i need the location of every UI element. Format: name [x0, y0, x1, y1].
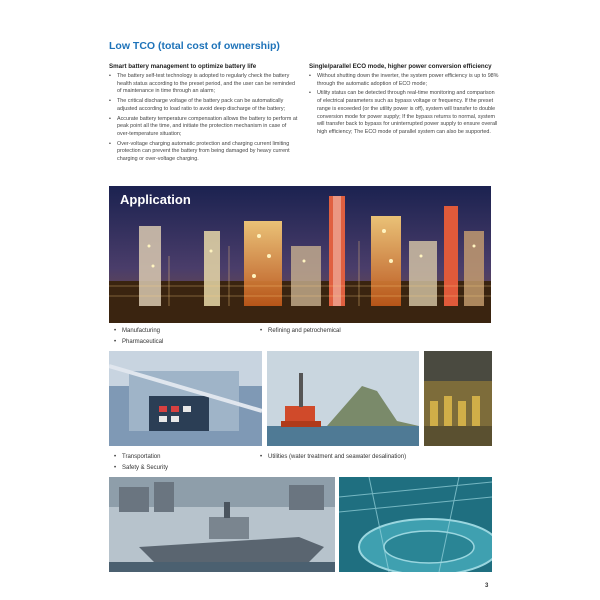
bullet-item: • The critical discharge voltage of the battery pack can be automatically adjusted according to load ratio to avoid deep discharge of the battery;: [109, 98, 299, 113]
application-safety-security: • Safety & Security: [114, 465, 168, 471]
eco-mode-bullets: [309, 73, 499, 137]
battery-management-heading: Smart battery management to optimize battery life: [109, 63, 257, 70]
eco-mode-heading: Single/parallel ECO mode, higher power conversion efficiency: [309, 63, 492, 70]
application-utilities: • Utilities (water treatment and seawater desalination): [260, 454, 406, 460]
bullet-item: • Accurate battery temperature compensation allows the battery to perform at peak point all the time, and initiate the protection mechanism in case of over-temperature situation;: [109, 116, 299, 139]
bullet-item: • Without shutting down the inverter, the system power efficiency is up to 98% through the automatic adoption of ECO mode;: [309, 73, 499, 88]
battery-management-section: [109, 63, 299, 166]
water-treatment-photo: [339, 477, 492, 572]
application-manufacturing: • Manufacturing: [114, 328, 160, 334]
bullet-item: • The battery self-test technology is adopted to regularly check the battery health status according to the preset period, and the user can be reminded of maintenance in time through an alarm;: [109, 73, 299, 96]
offshore-platform-photo: [267, 351, 419, 446]
manufacturing-photo: [109, 351, 262, 446]
refinery-night-photo: [109, 186, 491, 323]
page-title: Low TCO (total cost of ownership): [109, 40, 280, 52]
application-transportation: • Transportation: [114, 454, 160, 460]
page-number: 3: [485, 583, 489, 589]
eco-mode-section: [309, 63, 499, 139]
battery-management-bullets: [109, 73, 299, 164]
application-pharmaceutical: • Pharmaceutical: [114, 339, 163, 345]
bullet-item: • Over-voltage charging automatic protection and charging current limiting protection can prevent the battery from being damaged by heavy current charging or over-voltage charging.: [109, 141, 299, 164]
pharmaceutical-photo: [424, 351, 492, 446]
naval-ship-photo: [109, 477, 335, 572]
application-heading: Application: [120, 192, 191, 207]
bullet-item: • Utility status can be detected through real-time monitoring and comparison of electrical parameters such as bypass voltage or frequency. If the preset range is exceeded (or the utility power is off), system will transfer to double conversion mode for power supply; If the bypass returns to normal, system will transfer back to bypass for uninterrupted power supply to ensure overall high efficiency; The ECO mode of parallel system can also be supported.: [309, 90, 499, 136]
application-refining: • Refining and petrochemical: [260, 328, 341, 334]
